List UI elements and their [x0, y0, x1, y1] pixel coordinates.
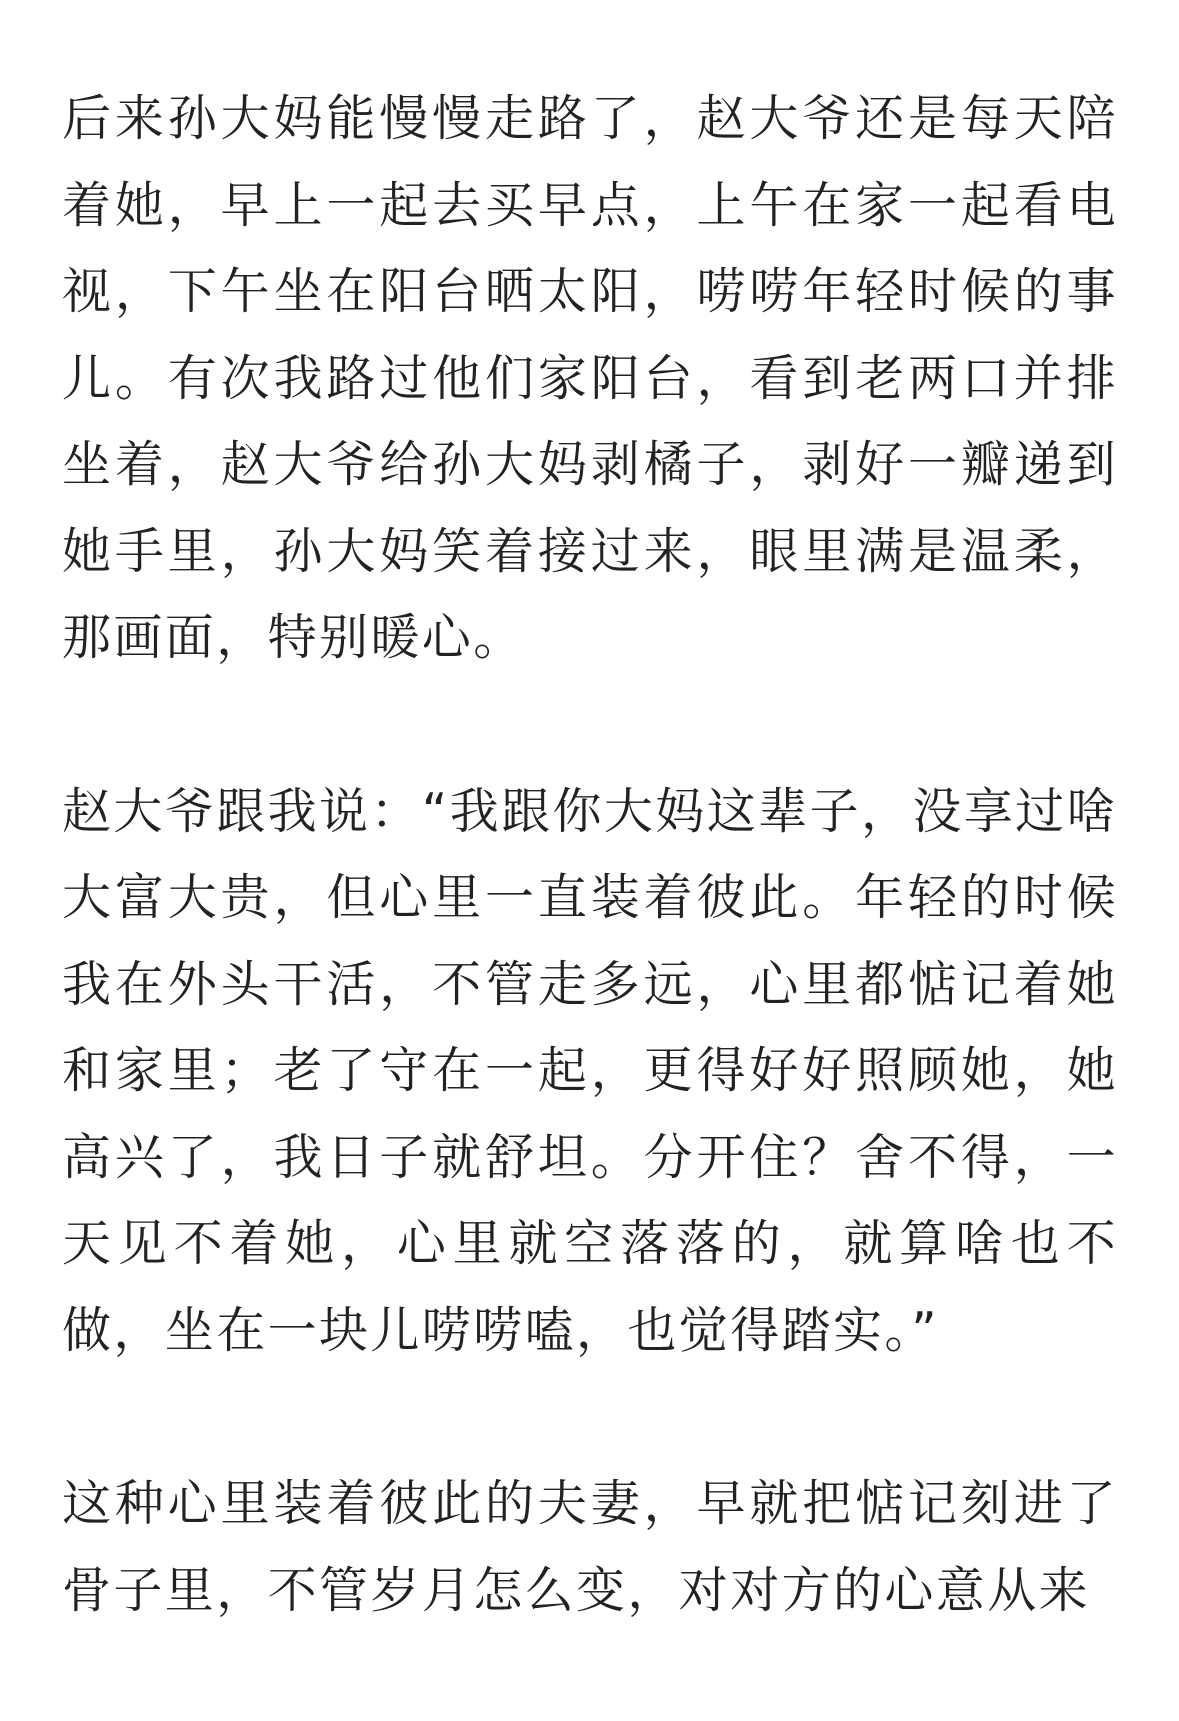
paragraph-2: 赵大爷跟我说：“我跟你大妈这辈子，没享过啥大富大贵，但心里一直装着彼此。年轻的时候我在外头干活，不管走多远，心里都惦记着她和家里；老了守在一起，更得好好照顾她，她高兴了，我日子就舒坦。分开住？舍不得，一天见不着她，心里就空落落的，就算啥也不做，坐在一块儿唠唠嗑，也觉得踏实。” — [62, 782, 1118, 1359]
article-body — [62, 76, 1118, 1721]
paragraph-1: 后来孙大妈能慢慢走路了，赵大爷还是每天陪着她，早上一起去买早点，上午在家一起看电视，下午坐在阳台晒太阳，唠唠年轻时候的事儿。有次我路过他们家阳台，看到老两口并排坐着，赵大爷给孙大妈剥橘子，剥好一瓣递到她手里，孙大妈笑着接过来，眼里满是温柔，那画面，特别暖心。 — [62, 90, 1118, 666]
paragraph-3: 这种心里装着彼此的夫妻，早就把惦记刻进了骨子里，不管岁月怎么变，对对方的心意从来 — [62, 1475, 1118, 1619]
